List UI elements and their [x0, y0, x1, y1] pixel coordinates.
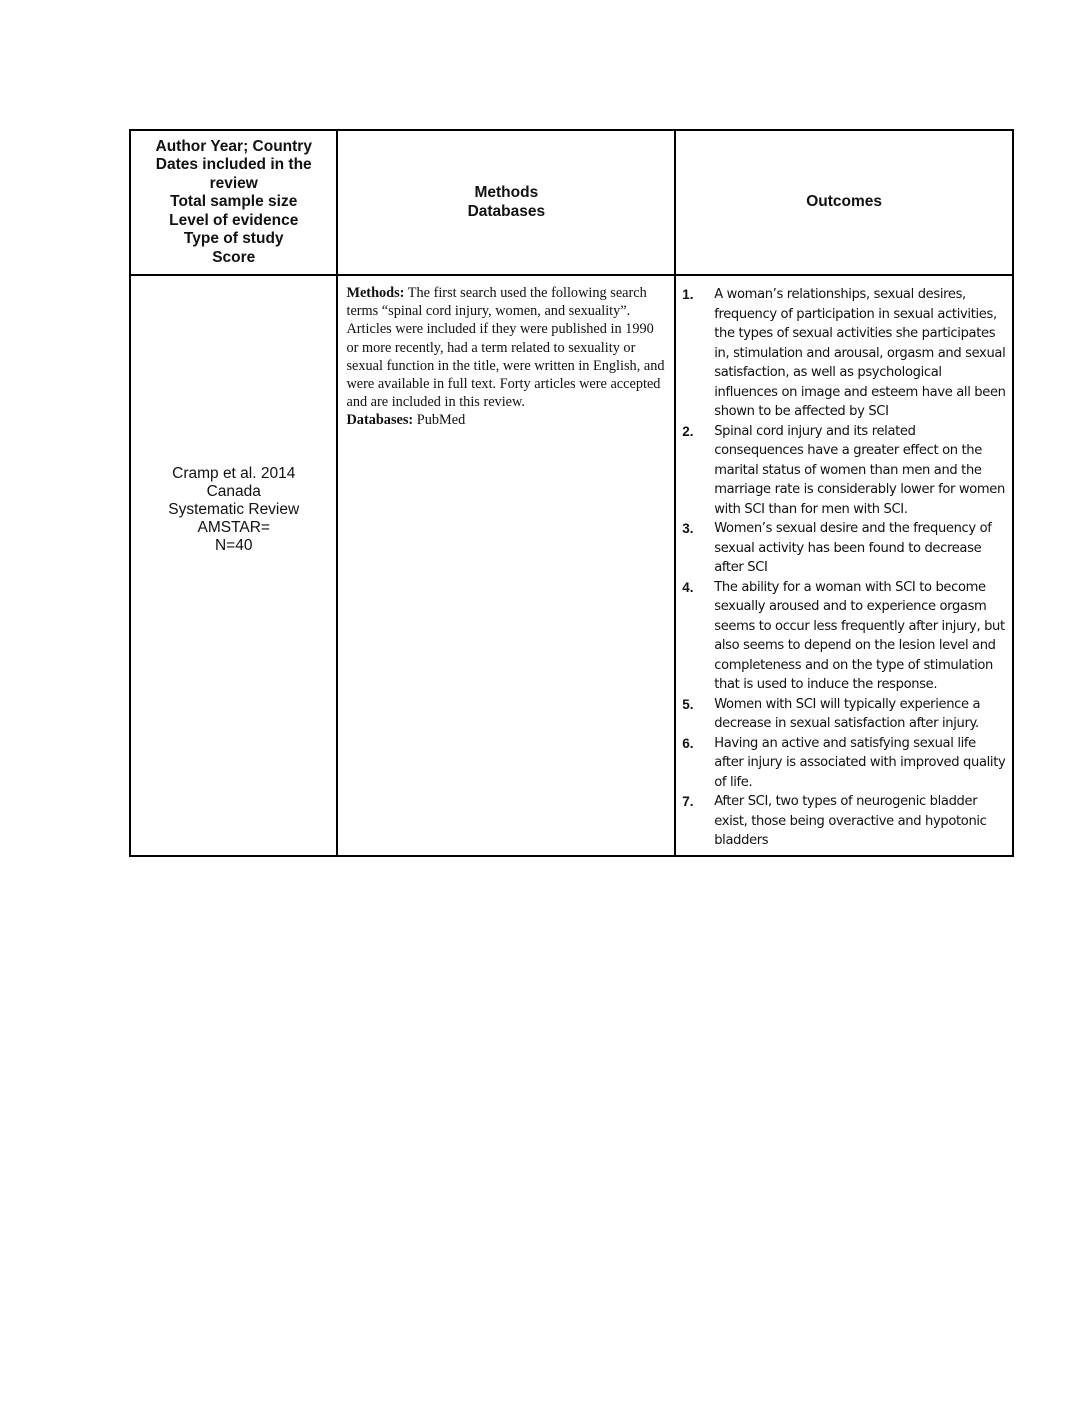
outcome-number: 3.	[682, 521, 694, 536]
study-methods-cell	[337, 275, 675, 856]
study-country-line: Canada	[206, 483, 261, 501]
header-databases-line: Databases	[467, 202, 546, 220]
header-author-line: Type of study	[183, 230, 284, 248]
databases-text: PubMed	[413, 412, 466, 429]
list-item	[682, 422, 1006, 520]
list-item	[682, 519, 1006, 578]
methods-paragraph	[346, 284, 666, 411]
outcome-number: 6.	[682, 735, 694, 751]
outcome-text: Women’s sexual desire and the frequency of sexual activity has been found to decrease after SCI	[714, 521, 992, 575]
outcome-number: 4.	[682, 579, 694, 595]
header-outcomes-cell: Outcomes	[675, 130, 1013, 275]
list-item	[682, 285, 1006, 422]
header-author-line: review	[209, 174, 258, 192]
methods-label: Methods:	[346, 285, 405, 301]
study-type-line: Systematic Review	[168, 501, 300, 519]
methods-text: The first search used the following search terms “spinal cord injury, women, and sexuality”. Articles were included if they were published in 1990 or more recently, had a term related to sexuality or sexual function in the title, were written in English, and were available in full text. Forty articles were accepted and are included in this review.	[346, 285, 665, 411]
study-sample-line: N=40	[214, 537, 253, 555]
table-header-row	[130, 130, 1013, 275]
header-methods-line: Methods	[474, 184, 539, 201]
table-row	[130, 275, 1013, 856]
list-item	[682, 695, 1006, 734]
outcomes-list	[682, 285, 1006, 851]
header-author-line: Dates included in the	[155, 156, 312, 174]
list-item	[682, 734, 1006, 793]
outcome-text: Women with SCI will typically experience a decrease in sexual satisfaction after injury.	[714, 696, 981, 731]
list-item	[682, 578, 1006, 695]
outcome-text: Having an active and satisfying sexual life after injury is associated with improved quality of life.	[714, 735, 1006, 790]
outcome-text: The ability for a woman with SCI to become sexually aroused and to experience orgasm seems to occur less frequently after injury, but also seems to depend on the lesion level and completeness and on the type of stimulation that is used to induce the response.	[714, 579, 1005, 692]
outcome-number: 1.	[682, 287, 694, 302]
study-author-cell	[130, 275, 337, 856]
outcome-number: 5.	[682, 696, 694, 712]
outcome-text: A woman’s relationships, sexual desires, frequency of participation in sexual activities, the types of sexual activities she participates in, stimulation and arousal, orgasm and sexual satisfaction, as well as psychological influences on image and esteem have all been shown to be affected by SCI	[714, 287, 1006, 419]
study-author-line: Cramp et al. 2014	[172, 465, 296, 483]
header-author-line: Score	[212, 248, 256, 266]
header-author-cell	[130, 130, 337, 275]
outcome-text: Spinal cord injury and its related consequences have a greater effect on the marital status of women than men and the marriage rate is considerably lower for women with SCI than for men with SCI.	[714, 423, 1005, 517]
header-author-line: Total sample size	[170, 193, 298, 211]
header-author-line: Author Year; Country	[155, 137, 312, 155]
evidence-table	[129, 129, 1014, 857]
outcome-number: 2.	[682, 423, 694, 439]
study-score-line: AMSTAR=	[197, 519, 270, 537]
databases-paragraph	[346, 411, 666, 429]
outcome-number: 7.	[682, 794, 694, 809]
databases-label: Databases:	[346, 412, 414, 429]
outcome-text: After SCI, two types of neurogenic bladder exist, those being overactive and hypotonic bladders	[714, 794, 987, 848]
study-outcomes-cell	[675, 275, 1013, 856]
list-item	[682, 792, 1006, 851]
header-methods-cell	[337, 130, 675, 275]
header-author-line: Level of evidence	[169, 211, 299, 229]
